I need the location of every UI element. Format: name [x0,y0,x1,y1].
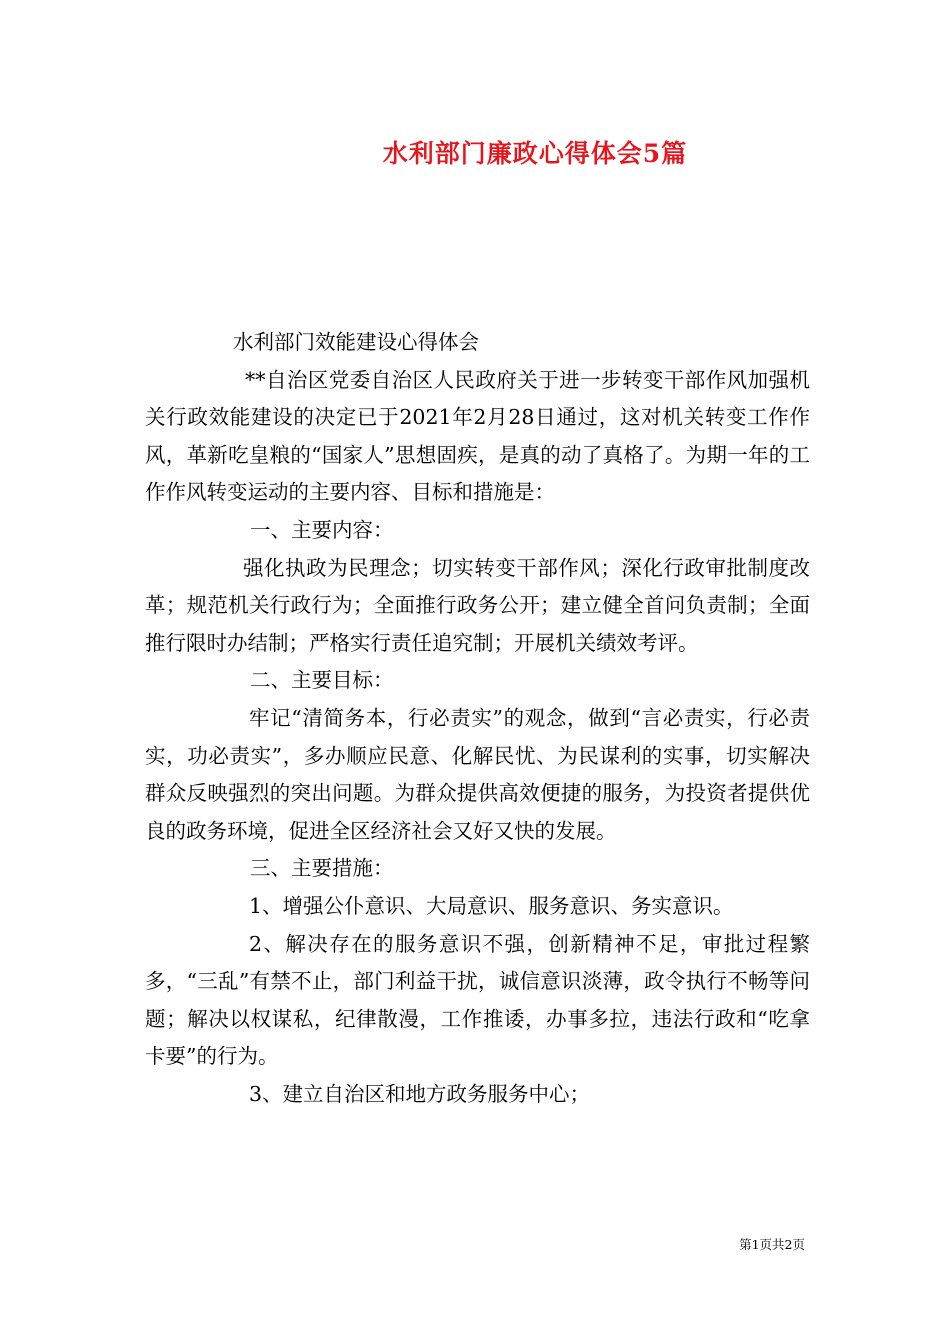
paragraph-measure-3: 3、建立自治区和地方政务服务中心； [249,1081,591,1106]
page-number: 第1页共2页 [739,1237,805,1252]
section-heading-measures: 三、主要措施： [250,856,394,881]
paragraph-content: 强化执政为民理念；切实转变干部作风；深化行政审批制度改革；规范机关行政行为；全面推行政务公开；建立健全首问负责制；全面推行限时办结制；严格实行责任追究制；开展机关绩效考评。 [145,555,810,655]
page-title: 水利部门廉政心得体会5篇 [382,139,688,168]
paragraph-measure-1: 1、增强公仆意识、大局意识、服务意识、务实意识。 [249,893,734,918]
document-body [145,324,810,1113]
paragraph-goals: 牢记“清简务本，行必责实”的观念，做到“言必责实，行必责实，功必责实”，多办顺应民意、化解民忧、为民谋利的实事，切实解决群众反映强烈的突出问题。为群众提供高效便捷的服务，为投资者提供优良的政务环境，促进全区经济社会又好又快的发展。 [145,705,810,843]
paragraph-intro: **自治区党委自治区人民政府关于进一步转变干部作风加强机关行政效能建设的决定已于2021年2月28日通过，这对机关转变工作作风，革新吃皇粮的“国家人”思想固疾，是真的动了真格了。为期一年的工作作风转变运动的主要内容、目标和措施是： [145,367,810,505]
section-heading-goals: 二、主要目标： [250,668,394,693]
section-heading-content: 一、主要内容： [250,517,394,542]
document-subtitle: 水利部门效能建设心得体会 [233,330,479,354]
paragraph-measure-2: 2、解决存在的服务意识不强，创新精神不足，审批过程繁多，“三乱”有禁不止，部门利益干扰，诚信意识淡薄，政令执行不畅等问题；解决以权谋私，纪律散漫，工作推诿，办事多拉，违法行政和“吃拿卡要”的行为。 [145,931,810,1069]
